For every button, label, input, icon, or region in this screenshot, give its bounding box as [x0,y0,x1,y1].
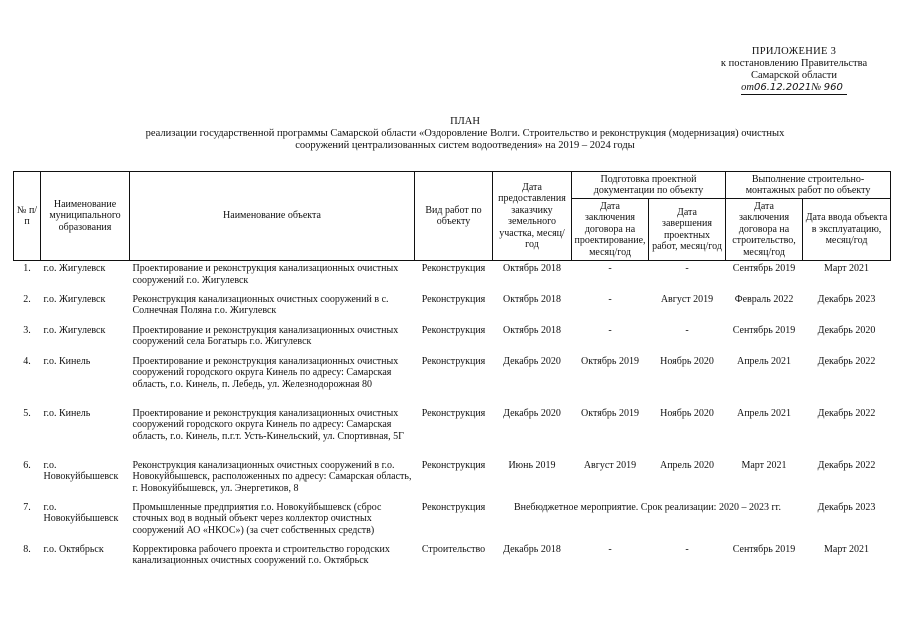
cell-num: 4. [23,355,31,367]
header-municipality: Наименование муниципального образования [41,172,130,261]
document-heading [40,116,890,152]
cell-design-contract: - [608,324,612,336]
cell-design-end: - [685,543,689,555]
cell-num: 6. [23,459,31,471]
cell-work-type: Реконструкция [421,293,486,305]
appendix-block [709,46,879,95]
cell-commission: Декабрь 2022 [817,355,876,367]
appendix-line-2: Самарской области [751,70,837,81]
heading-line-1: реализации государственной программы Самарской области «Оздоровление Волги. Строительство и реконструкция (модернизация) очистных [145,128,785,139]
cell-object: Корректировка рабочего проекта и строительство городских канализационных очистных сооружений г.о. Октябрьск [132,543,390,566]
cell-num: 3. [23,324,31,336]
header-commission: Дата ввода объекта в эксплуатацию, месяц/год [803,199,891,261]
cell-land-date: Июнь 2019 [508,459,556,471]
header-design-group: Подготовка проектной документации по объекту [572,172,726,199]
cell-object: Промышленные предприятия г.о. Новокуйбышевск (сброс сточных вод в водный объект через коллектор очистных сооружений АО «НКОС») (за счет собственных средств) [132,501,382,536]
cell-municipality: г.о. Жигулевск [43,293,106,305]
date-prefix: от [741,82,754,93]
header-build-contract: Дата заключения договора на строительство, месяц/год [726,199,803,261]
cell-build-contract: Апрель 2021 [736,407,792,419]
cell-land-date: Декабрь 2020 [503,407,561,419]
cell-work-type: Реконструкция [421,501,486,513]
cell-object: Реконструкция канализационных очистных сооружений в г.о. Новокуйбышевск, расположенных по адресу: Самарская область, г. Новокуйбышевск, ул. Энергетиков, 8 [132,459,412,494]
table-row [14,542,891,582]
cell-merged-note: Внебюджетное мероприятие. Срок реализации: 2020 – 2023 гг. [513,501,782,513]
cell-land-date: Декабрь 2018 [503,543,561,555]
table-row [14,261,891,292]
cell-land-date: Октябрь 2018 [503,293,561,305]
plan-table [13,171,891,582]
cell-build-contract: Сентябрь 2019 [732,324,796,336]
table-row [14,500,891,542]
header-build-group: Выполнение строительно-монтажных работ по объекту [726,172,891,199]
cell-design-contract: - [608,293,612,305]
cell-work-type: Реконструкция [421,324,486,336]
table-row [14,323,891,354]
cell-design-end: Август 2019 [660,293,714,305]
cell-design-contract: - [608,543,612,555]
cell-design-contract: - [608,263,612,274]
appendix-line-1: к постановлению Правительства [720,58,868,69]
header-design-contract: Дата заключения договора на проектирование, месяц/год [572,199,649,261]
header-design-end: Дата завершения проектных работ, месяц/год [649,199,726,261]
cell-build-contract: Апрель 2021 [736,355,792,367]
cell-num: 8. [23,543,31,555]
appendix-title: ПРИЛОЖЕНИЕ 3 [751,46,837,57]
cell-num: 2. [23,293,31,305]
cell-work-type: Реконструкция [421,407,486,419]
header-land-date: Дата предоставления заказчику земельного участка, месяц/год [493,172,572,261]
heading-title: ПЛАН [450,116,480,127]
cell-num: 1. [23,263,31,274]
cell-design-end: Ноябрь 2020 [660,355,714,367]
cell-commission: Март 2021 [823,263,870,274]
cell-commission: Декабрь 2020 [817,324,876,336]
cell-land-date: Декабрь 2020 [503,355,561,367]
cell-object: Проектирование и реконструкция канализационных очистных сооружений городского округа Кинель по адресу: Самарская область, г.о. Кинель, п. Лебедь, ул. Железнодорожная 80 [132,355,399,390]
cell-design-contract: Октябрь 2019 [581,355,639,367]
appendix-date-line [741,82,847,95]
cell-commission: Декабрь 2023 [817,501,876,513]
cell-work-type: Реконструкция [421,459,486,471]
table-row [14,354,891,406]
table-row [14,406,891,458]
cell-commission: Декабрь 2023 [817,293,876,305]
cell-municipality: г.о. Жигулевск [43,263,106,274]
cell-municipality: г.о. Новокуйбышевск [43,459,119,482]
heading-line-2: сооружений централизованных систем водоотведения» на 2019 – 2024 годы [295,140,635,151]
cell-land-date: Октябрь 2018 [503,263,561,274]
number-prefix: № [811,82,822,93]
cell-num: 5. [23,407,31,419]
cell-object: Проектирование и реконструкция канализационных очистных сооружений г.о. Жигулевск [132,263,399,286]
cell-design-end: - [685,263,689,274]
cell-object: Проектирование и реконструкция канализационных очистных сооружений села Богатырь г.о. Жигулевск [132,324,399,347]
cell-municipality: г.о. Октябрьск [43,543,104,555]
cell-commission: Март 2021 [823,543,870,555]
number-value: 960 [823,82,843,93]
date-value: 06.12.2021 [753,82,812,93]
cell-commission: Декабрь 2022 [817,459,876,471]
cell-municipality: г.о. Кинель [43,355,91,367]
cell-municipality: г.о. Жигулевск [43,324,106,336]
cell-build-contract: Сентябрь 2019 [732,543,796,555]
header-num: № п/п [14,172,41,261]
cell-land-date: Октябрь 2018 [503,324,561,336]
cell-work-type: Строительство [421,543,486,555]
header-work-type: Вид работ по объекту [415,172,493,261]
cell-design-end: Апрель 2020 [659,459,715,471]
cell-num: 7. [23,501,31,513]
cell-build-contract: Сентябрь 2019 [732,263,796,274]
cell-object: Реконструкция канализационных очистных сооружений в с. Солнечная Поляна г.о. Жигулевск [132,293,389,316]
cell-design-end: Ноябрь 2020 [660,407,714,419]
cell-design-contract: Октябрь 2019 [581,407,639,419]
cell-work-type: Реконструкция [421,355,486,367]
cell-object: Проектирование и реконструкция канализационных очистных сооружений городского округа Кинель по адресу: Самарская область, г.о. Кинель, п.г.т. Усть-Кинельский, ул. Спортивная, 5Г [132,407,404,442]
table-row [14,292,891,323]
cell-build-contract: Февраль 2022 [734,293,794,305]
cell-design-contract: Август 2019 [583,459,637,471]
cell-build-contract: Март 2021 [741,459,787,471]
table-row [14,458,891,500]
cell-design-end: - [685,324,689,336]
header-object: Наименование объекта [130,172,415,261]
cell-commission: Декабрь 2022 [817,407,876,419]
cell-work-type: Реконструкция [421,263,486,274]
cell-municipality: г.о. Новокуйбышевск [43,501,119,524]
cell-municipality: г.о. Кинель [43,407,91,419]
